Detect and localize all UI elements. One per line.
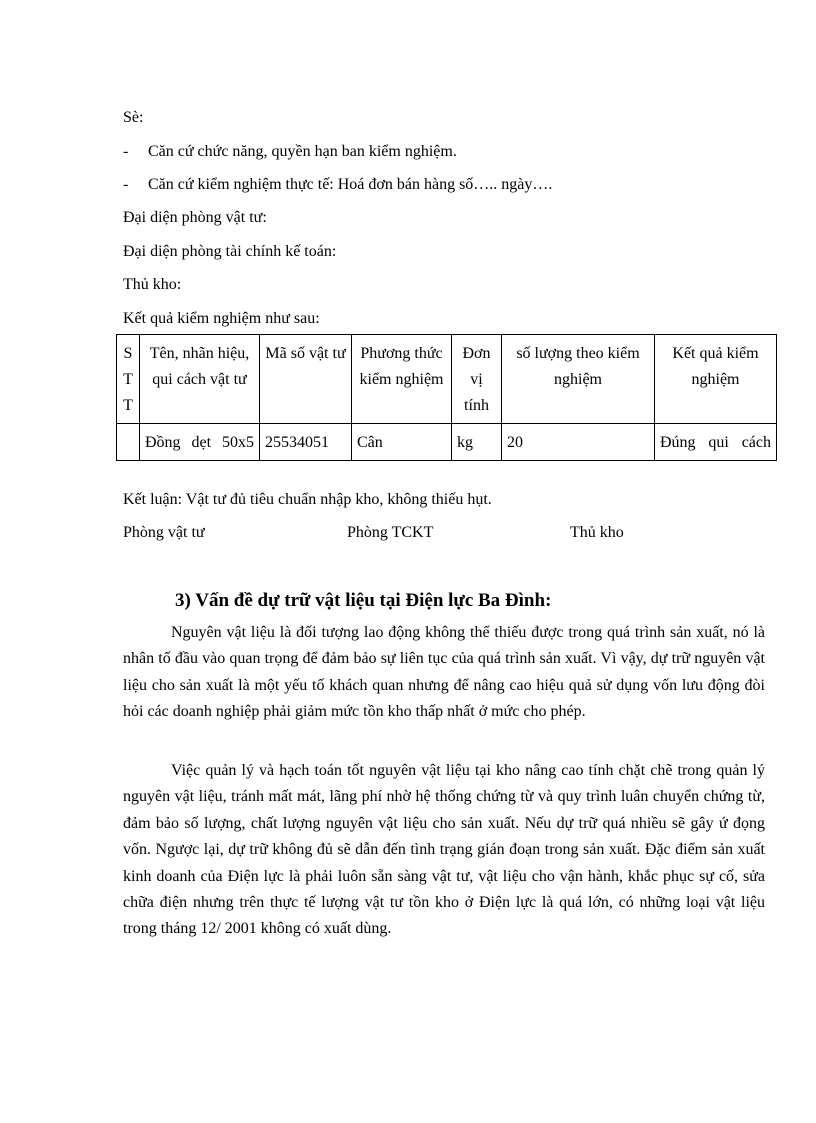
bullet-text-2: Căn cứ kiểm nghiệm thực tế: Hoá đơn bán hàng số….. ngày…. — [148, 176, 553, 193]
table-row — [117, 424, 777, 461]
header-code: Mã số vật tư — [260, 335, 352, 424]
signature-material-dept: Phòng vật tư — [123, 524, 205, 541]
bullet-marker: - — [123, 176, 129, 193]
header-result: Kết quả kiểm nghiệm — [655, 335, 777, 424]
signature-finance-dept: Phòng TCKT — [347, 524, 434, 541]
bullet-item-2 — [123, 175, 552, 195]
inspection-table — [116, 334, 777, 461]
conclusion-line: Kết luận: Vật tư đủ tiêu chuẩn nhập kho, không thiếu hụt. — [123, 491, 492, 508]
rep-finance-line: Đại diện phòng tài chính kế toán: — [123, 243, 337, 260]
header-method: Phương thức kiểm nghiệm — [352, 335, 452, 424]
header-unit: Đơn vị tính — [452, 335, 502, 424]
section-heading: 3) Vấn đề dự trữ vật liệu tại Điện lực Ba Đình: — [175, 590, 552, 611]
cell-unit: kg — [452, 424, 502, 461]
cell-code: 25534051 — [260, 424, 352, 461]
bullet-marker: - — [123, 143, 129, 160]
paragraph-2: Việc quản lý và hạch toán tốt nguyên vật liệu tại kho nâng cao tính chặt chẽ trong quản lý nguyên vật liệu, tránh mất mát, lãng phí nhờ hệ thống chứng từ và quy trình luân chuyển chứng từ, đảm bảo số lượng, chất lượng nguyên vật liệu cho sản xuất. Nếu dự trữ quá nhiều sẽ gây ứ đọng vốn. Ngược lại, dự trữ không đủ sẽ dẫn đến tình trạng gián đoạn trong sản xuất. Đặc điểm sản xuất kinh doanh của Điện lực là phải luôn sẵn sàng vật tư, vật liệu cho vận hành, khắc phục sự cố, sửa chữa điện nhưng trên thực tế lượng vật tư tồn kho ở Điện lực là quá lớn, có những loại vật liệu trong tháng 12/ 2001 không có xuất dùng. — [123, 762, 765, 938]
cell-quantity: 20 — [502, 424, 655, 461]
result-intro-line: Kết quả kiểm nghiệm như sau: — [123, 310, 320, 327]
storekeeper-line: Thủ kho: — [123, 276, 182, 293]
bullet-text-1: Căn cứ chức năng, quyền hạn ban kiểm nghiệm. — [148, 143, 457, 160]
rep-material-line: Đại diện phòng vật tư: — [123, 209, 267, 226]
se-line: Sè: — [123, 109, 144, 126]
header-stt: S T T — [117, 335, 140, 424]
bullet-item-1 — [123, 142, 457, 162]
cell-stt — [117, 424, 140, 461]
paragraph-1: Nguyên vật liệu là đối tượng lao động không thể thiếu được trong quá trình sản xuất, nó là nhân tố đầu vào quan trọng để đảm bảo sự liên tục của quá trình sản xuất. Vì vậy, dự trữ nguyên vật liệu cho sản xuất là một yếu tố khách quan nhưng để nâng cao hiệu quả sử dụng vốn lưu động đòi hỏi các doanh nghiệp phải giảm mức tồn kho thấp nhất ở mức cho phép. — [123, 624, 765, 721]
header-name: Tên, nhãn hiệu, qui cách vật tư — [140, 335, 260, 424]
cell-method: Cân — [352, 424, 452, 461]
cell-name: Đồng dẹt 50x5 — [140, 424, 260, 461]
signature-storekeeper: Thủ kho — [570, 524, 624, 541]
header-quantity: số lượng theo kiểm nghiệm — [502, 335, 655, 424]
table-header-row — [117, 335, 777, 424]
cell-result: Đúng qui cách — [655, 424, 777, 461]
